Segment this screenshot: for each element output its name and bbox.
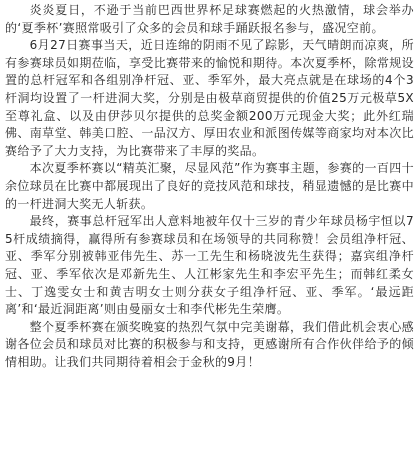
paragraph-closing: 整个夏季杯赛在颁奖晚宴的热烈气氛中完美谢幕，我们借此机会衷心感谢各位会员和球员对比赛的积极参与和支持，更感谢所有合作伙伴给予的倾情相助。让我们共同期待着相会于金秋的9月！	[5, 319, 414, 369]
paragraph-results: 最终，赛事总杆冠军出人意料地被年仅十三岁的青少年球员杨宇恒以75杆成绩摘得，赢得所有参赛球员和在场领导的共同称赞！会员组净杆冠、亚、季军分别被韩亚伟先生、苏一工先生和杨晓波先生获得；嘉宾组净杆冠、亚、季军依次是邓新先生、人江彬家先生和李宏平先生；而韩红柔女士、丁逸雯女士和黄吉明女士则分获女子组净杆冠、亚、季军。‘最远距离’和‘最近洞距离’则由曼丽女士和李代彬先生荣膺。	[5, 214, 414, 317]
paragraph-event-day: 6月27日赛事当天，近日连绵的阴雨不见了踪影，天气晴朗而凉爽，所有参赛球员如期莅临，享受比赛带来的愉悦和期待。本次夏季杯，除常规设置的总杆冠军和各组别净杆冠、亚、季军外，最大亮点就是在球场的4个3杆洞均设置了一杆进洞大奖，分别是由极草商贸提供的价值25万元极草5X至尊礼盒、以及由伊莎贝尔提供的总奖金额200万元现金大奖；此外红瑞佛、南草堂、韩美口腔、一品汉方、厚田农业和派图传媒等商家均对本次比赛给予了大力支持，为比赛带来了丰厚的奖品。	[5, 38, 414, 158]
paragraph-intro: 炎炎夏日，不逊于当前巴西世界杯足球赛燃起的火热激情，球会举办的‘夏季杯’赛照常吸引了众多的会员和球手踊跃报名参与，盛况空前。	[5, 3, 414, 35]
paragraph-theme: 本次夏季杯赛以“精英汇聚，尽显风范”作为赛事主题，参赛的一百四十余位球员在比赛中都展现出了良好的竞技风范和球技，稍显遗憾的是比赛中的一杆进洞大奖无人斩获。	[5, 161, 414, 211]
